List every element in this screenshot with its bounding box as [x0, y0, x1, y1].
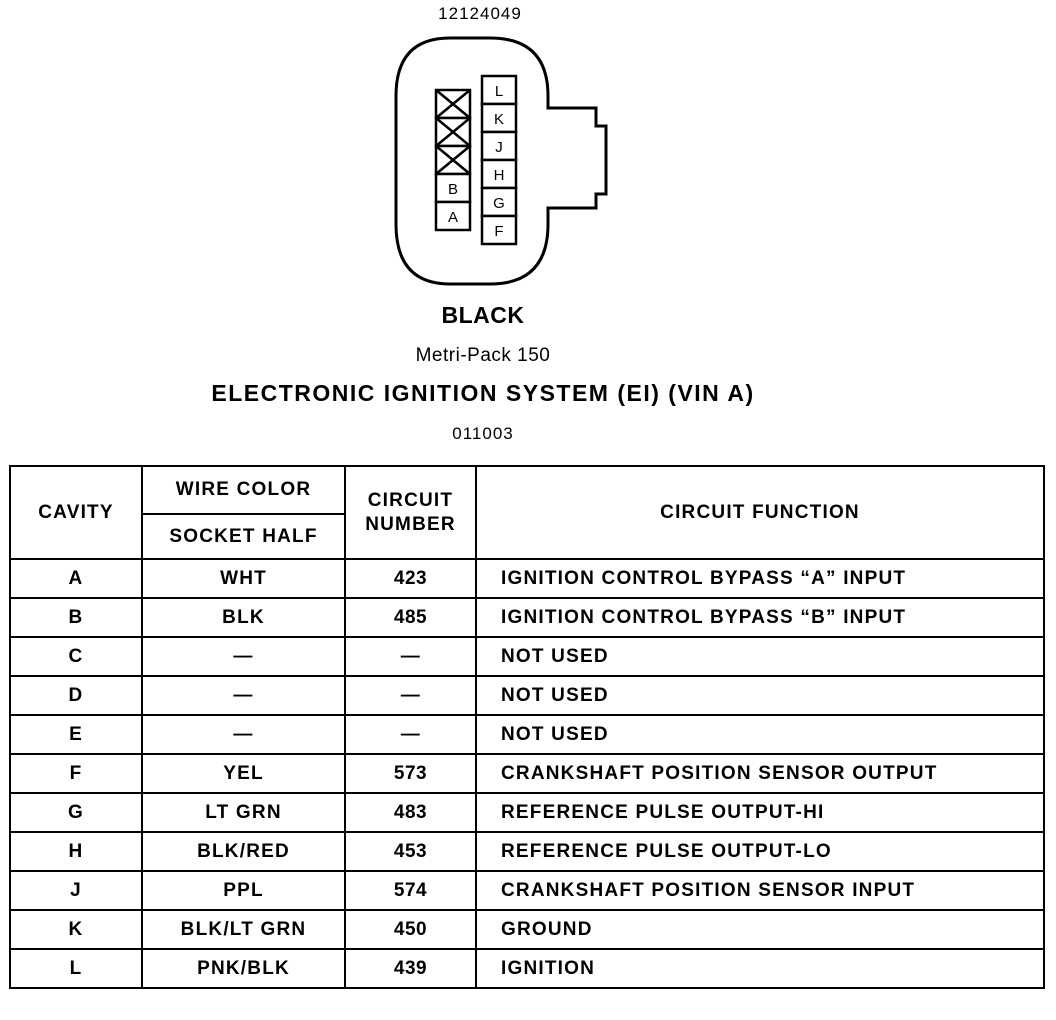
connector-part-number: 12124049 — [438, 4, 522, 23]
circuit-number-cell: — — [345, 637, 476, 676]
table-row — [10, 949, 1044, 988]
pinout-table — [9, 465, 1045, 989]
wire-color-cell: BLK/RED — [142, 832, 345, 871]
cavity-cell: A — [10, 559, 142, 598]
circuit-function-cell: NOT USED — [476, 637, 1044, 676]
table-row — [10, 598, 1044, 637]
cavity-cell: F — [10, 754, 142, 793]
cavity-label: H — [493, 167, 505, 184]
circuit-number-cell: 485 — [345, 598, 476, 637]
table-row — [10, 871, 1044, 910]
header-cavity: CAVITY — [10, 466, 142, 559]
header-circuit-line1: CIRCUIT — [367, 489, 454, 511]
wire-color-cell: WHT — [142, 559, 345, 598]
cavity-cell: C — [10, 637, 142, 676]
circuit-function-cell: NOT USED — [476, 715, 1044, 754]
right-cavity-column — [482, 76, 516, 244]
wire-color-cell: — — [142, 676, 345, 715]
connector-type: Metri-Pack 150 — [415, 345, 551, 366]
circuit-function-cell: IGNITION — [476, 949, 1044, 988]
cavity-cell: J — [10, 871, 142, 910]
wire-color-cell: BLK/LT GRN — [142, 910, 345, 949]
circuit-number-cell: 574 — [345, 871, 476, 910]
circuit-number-cell: — — [345, 715, 476, 754]
cavity-label: J — [495, 139, 503, 156]
table-row — [10, 676, 1044, 715]
circuit-number-cell: 573 — [345, 754, 476, 793]
wire-color-cell: LT GRN — [142, 793, 345, 832]
cavity-label: F — [494, 223, 504, 240]
circuit-function-cell: IGNITION CONTROL BYPASS “B” INPUT — [476, 598, 1044, 637]
cavity-cell: L — [10, 949, 142, 988]
wire-color-cell: PNK/BLK — [142, 949, 345, 988]
table-row — [10, 910, 1044, 949]
circuit-function-cell: CRANKSHAFT POSITION SENSOR INPUT — [476, 871, 1044, 910]
connector-color: BLACK — [441, 302, 525, 328]
cavity-cell: H — [10, 832, 142, 871]
circuit-number-cell: 423 — [345, 559, 476, 598]
cavity-label: G — [493, 195, 505, 212]
cavity-label: B — [447, 181, 459, 198]
table-row — [10, 637, 1044, 676]
cavity-label: K — [493, 111, 505, 128]
header-wire-color: WIRE COLOR — [142, 466, 345, 514]
circuit-number-cell: — — [345, 676, 476, 715]
circuit-number-cell: 439 — [345, 949, 476, 988]
header-circuit-number — [345, 466, 476, 559]
left-cavity-column — [436, 90, 470, 230]
wire-color-cell: PPL — [142, 871, 345, 910]
system-title: ELECTRONIC IGNITION SYSTEM (EI) (VIN A) — [211, 380, 755, 406]
cavity-cell: E — [10, 715, 142, 754]
wire-color-cell: — — [142, 715, 345, 754]
wire-color-cell: YEL — [142, 754, 345, 793]
cavity-cell: B — [10, 598, 142, 637]
wire-color-cell: BLK — [142, 598, 345, 637]
reference-number: 011003 — [452, 424, 514, 443]
circuit-number-cell: 450 — [345, 910, 476, 949]
circuit-number-cell: 453 — [345, 832, 476, 871]
cavity-label: A — [447, 209, 459, 226]
circuit-function-cell: IGNITION CONTROL BYPASS “A” INPUT — [476, 559, 1044, 598]
table-row — [10, 559, 1044, 598]
circuit-function-cell: REFERENCE PULSE OUTPUT-LO — [476, 832, 1044, 871]
connector-face-diagram — [390, 36, 620, 292]
circuit-function-cell: REFERENCE PULSE OUTPUT-HI — [476, 793, 1044, 832]
cavity-label: L — [494, 83, 504, 100]
table-row — [10, 832, 1044, 871]
circuit-number-cell: 483 — [345, 793, 476, 832]
table-row — [10, 793, 1044, 832]
wire-color-cell: — — [142, 637, 345, 676]
header-socket-half: SOCKET HALF — [142, 514, 345, 559]
pinout-body — [10, 559, 1044, 988]
circuit-function-cell: GROUND — [476, 910, 1044, 949]
table-row — [10, 754, 1044, 793]
cavity-cell: K — [10, 910, 142, 949]
cavity-cell: D — [10, 676, 142, 715]
circuit-function-cell: CRANKSHAFT POSITION SENSOR OUTPUT — [476, 754, 1044, 793]
circuit-function-cell: NOT USED — [476, 676, 1044, 715]
header-circuit-function: CIRCUIT FUNCTION — [476, 466, 1044, 559]
cavity-cell: G — [10, 793, 142, 832]
table-row — [10, 715, 1044, 754]
header-circuit-line2: NUMBER — [365, 513, 456, 535]
